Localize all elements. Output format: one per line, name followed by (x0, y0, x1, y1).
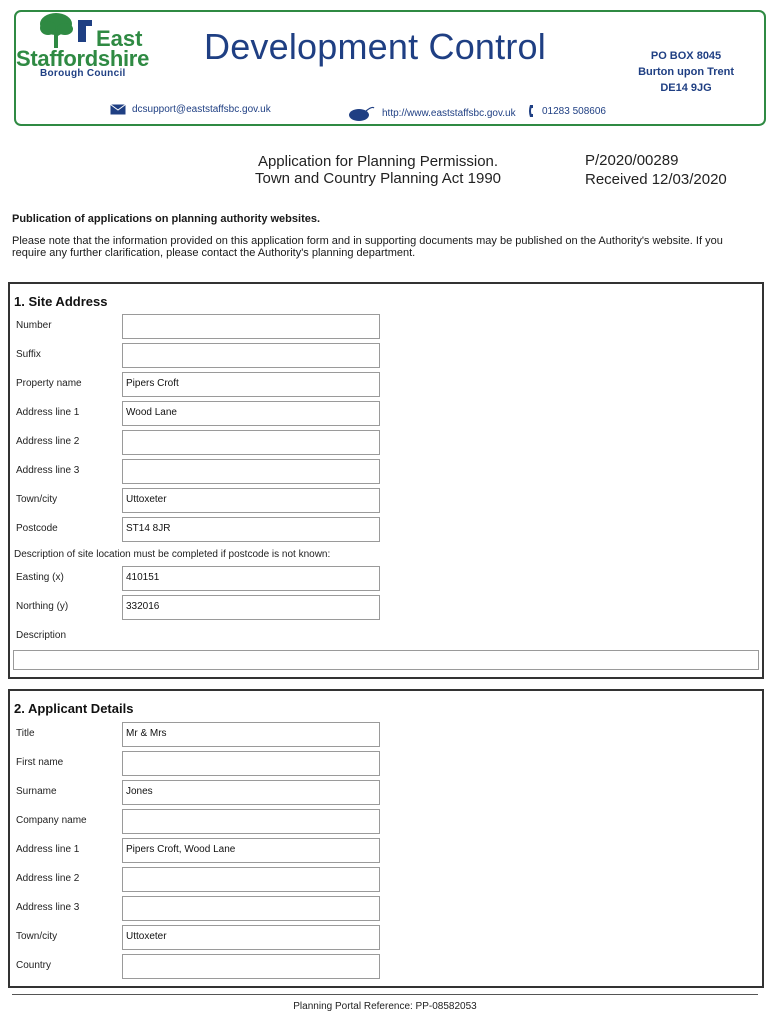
field-label: Address line 1 (16, 844, 80, 855)
address-line: PO BOX 8045 (650, 50, 722, 62)
envelope-icon (110, 104, 126, 115)
applicant-town-city-field[interactable]: Uttoxeter (122, 925, 380, 950)
field-label: Number (16, 320, 52, 331)
form-row (10, 809, 762, 835)
number-field[interactable] (122, 314, 380, 339)
logo-borough-council: Borough Council (40, 68, 126, 79)
description-label: Description (16, 630, 67, 641)
form-row (10, 780, 762, 806)
form-row (10, 517, 762, 543)
page-title: Development Control (204, 26, 546, 67)
address-line-2-field[interactable] (122, 430, 380, 455)
field-label: Easting (x) (16, 572, 64, 583)
form-row (10, 401, 762, 427)
website-contact (348, 104, 516, 122)
surname-field[interactable]: Jones (122, 780, 380, 805)
form-row (10, 925, 762, 951)
postal-address (638, 48, 734, 96)
form-row (10, 867, 762, 893)
postcode-field[interactable]: ST14 8JR (122, 517, 380, 542)
field-label: Northing (y) (16, 601, 69, 612)
phone-number: 01283 508606 (542, 105, 606, 117)
application-reference (585, 151, 727, 189)
publication-text: Please note that the information provided on this application form and in supporting documents may be published on the Authority's website. If you require any further clarification, please contact the Authority's planning department. (12, 235, 723, 259)
form-row (10, 954, 762, 980)
form-row (10, 488, 762, 514)
applicant-address-line-3-field[interactable] (122, 896, 380, 921)
phone-icon (528, 104, 536, 118)
form-row (10, 430, 762, 456)
field-label: Address line 1 (16, 407, 80, 418)
section-title: 1. Site Address (14, 294, 108, 309)
logo-east: East (96, 26, 143, 51)
description-field[interactable] (13, 650, 759, 670)
website-link[interactable]: http://www.eaststaffsbc.gov.uk (382, 107, 516, 119)
field-label: First name (16, 757, 64, 768)
footer-divider (12, 994, 758, 995)
form-row (10, 459, 762, 485)
application-title (255, 153, 501, 187)
form-row (10, 566, 762, 592)
suffix-field[interactable] (122, 343, 380, 368)
field-label: Town/city (16, 931, 58, 942)
field-label: Address line 2 (16, 873, 80, 884)
address-line-3-field[interactable] (122, 459, 380, 484)
publication-heading: Publication of applications on planning authority websites. (12, 213, 321, 225)
property-name-field[interactable]: Pipers Croft (122, 372, 380, 397)
company-name-field[interactable] (122, 809, 380, 834)
field-label: Address line 3 (16, 465, 80, 476)
form-row (10, 314, 762, 340)
council-logo (16, 12, 186, 92)
site-address-section (8, 282, 764, 679)
form-row (10, 751, 762, 777)
field-label: Address line 2 (16, 436, 80, 447)
field-label: Suffix (16, 349, 41, 360)
field-label: Company name (16, 815, 87, 826)
field-label: Surname (16, 786, 57, 797)
phone-contact (528, 104, 606, 118)
first-name-field[interactable] (122, 751, 380, 776)
header-banner (14, 10, 766, 126)
easting-field[interactable]: 410151 (122, 566, 380, 591)
location-note: Description of site location must be completed if postcode is not known: (14, 549, 331, 560)
mouse-icon (348, 104, 376, 122)
email-contact (110, 104, 271, 115)
address-line: Burton upon Trent (638, 66, 734, 78)
field-label: Town/city (16, 494, 58, 505)
form-row (10, 838, 762, 864)
applicant-address-line-1-field[interactable]: Pipers Croft, Wood Lane (122, 838, 380, 863)
town-city-field[interactable]: Uttoxeter (122, 488, 380, 513)
form-row (10, 722, 762, 748)
tree-icon (38, 12, 78, 50)
field-label: Postcode (16, 523, 58, 534)
received-date: Received 12/03/2020 (585, 171, 727, 188)
form-row (10, 896, 762, 922)
applicant-address-line-2-field[interactable] (122, 867, 380, 892)
logo-staffordshire: Staffordshire (16, 46, 150, 71)
email-link[interactable]: dcsupport@eaststaffsbc.gov.uk (132, 104, 271, 115)
field-label: Address line 3 (16, 902, 80, 913)
field-label: Title (16, 728, 35, 739)
northing-field[interactable]: 332016 (122, 595, 380, 620)
form-row (10, 595, 762, 621)
address-line: DE14 9JG (660, 82, 712, 94)
address-line-1-field[interactable]: Wood Lane (122, 401, 380, 426)
country-field[interactable] (122, 954, 380, 979)
field-label: Property name (16, 378, 82, 389)
title-field[interactable]: Mr & Mrs (122, 722, 380, 747)
reference-number: P/2020/00289 (585, 152, 679, 169)
form-row (10, 372, 762, 398)
applicant-details-section (8, 689, 764, 988)
form-row (10, 343, 762, 369)
section-title: 2. Applicant Details (14, 701, 134, 716)
field-label: Country (16, 960, 52, 971)
application-title-line2: Town and Country Planning Act 1990 (255, 170, 501, 187)
application-title-line1: Application for Planning Permission. (257, 153, 499, 170)
portal-reference: Planning Portal Reference: PP-08582053 (293, 1001, 477, 1012)
